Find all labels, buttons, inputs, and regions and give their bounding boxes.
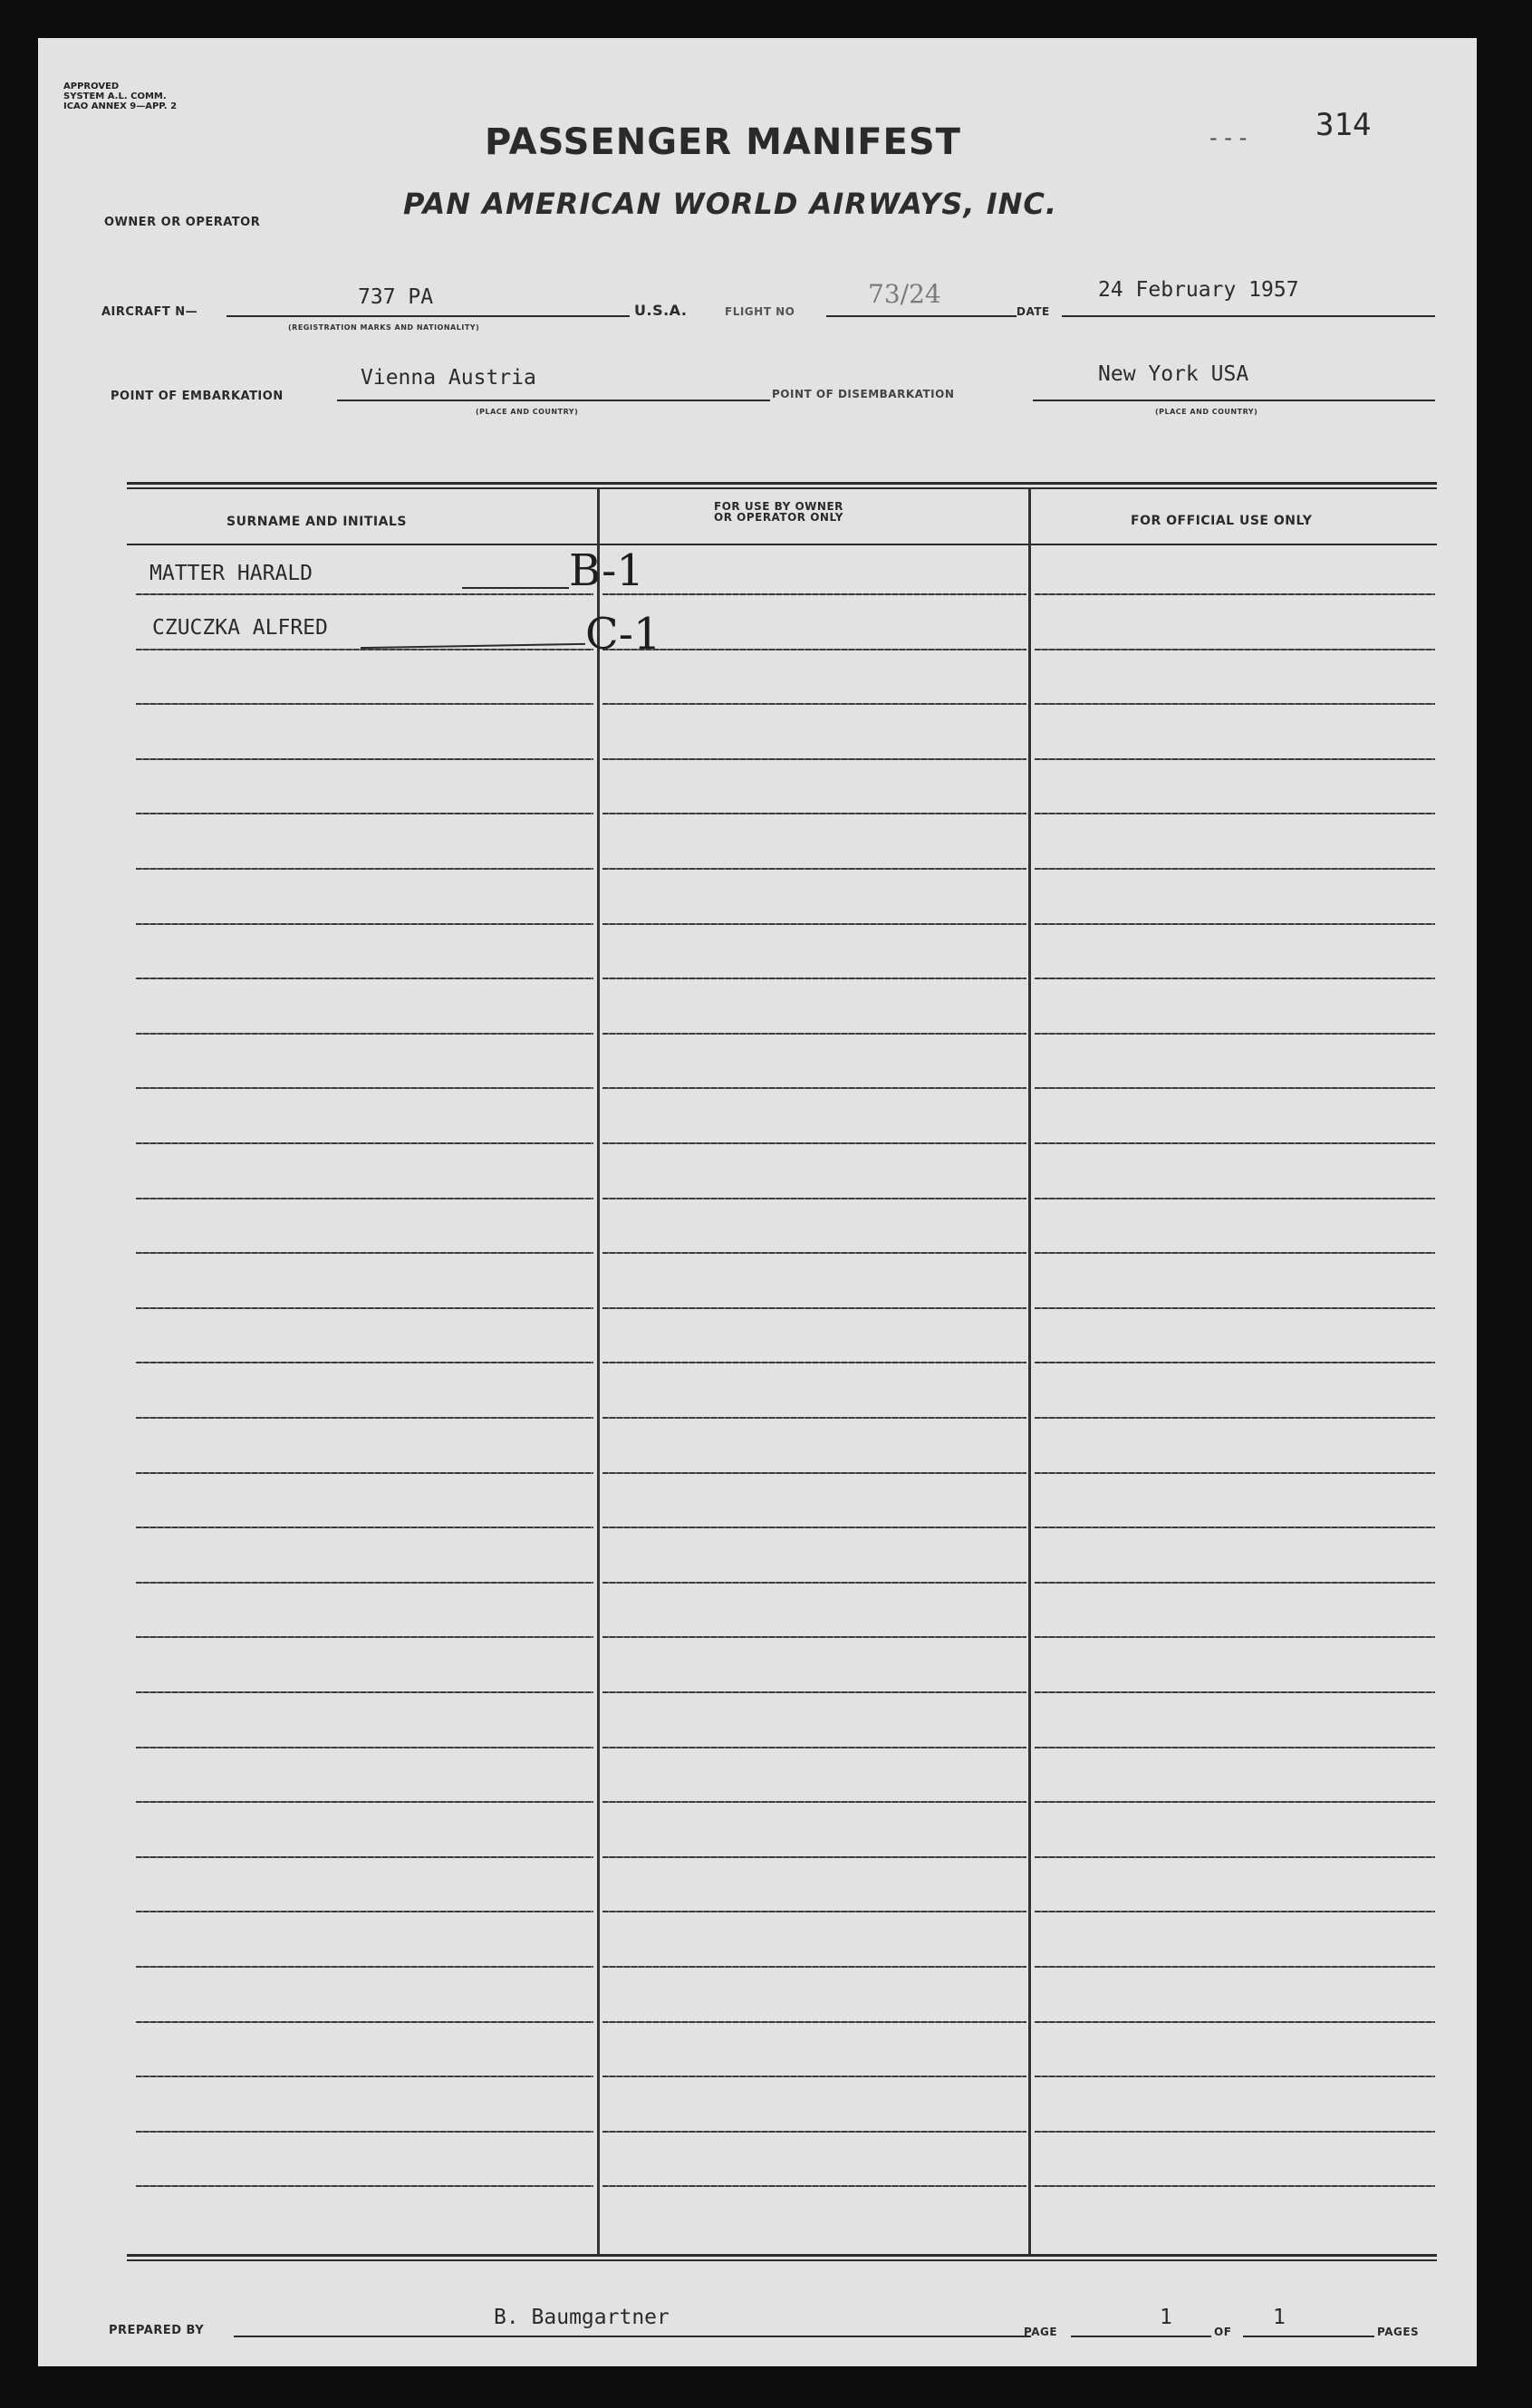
table-top-rule <box>127 482 1437 485</box>
column-divider-2 <box>1028 489 1031 2256</box>
ruled-line <box>602 1747 1026 1748</box>
ruled-line <box>602 1198 1026 1199</box>
aircraft-sublabel: (REGISTRATION MARKS AND NATIONALITY) <box>288 323 480 332</box>
ruled-line <box>136 1417 593 1419</box>
ruled-line <box>136 1142 593 1144</box>
disembark-label: POINT OF DISEMBARKATION <box>772 388 955 400</box>
flight-underline <box>826 315 1017 317</box>
ruled-line <box>1035 1417 1435 1419</box>
ruled-line <box>1035 1527 1435 1528</box>
ruled-line <box>602 868 1026 870</box>
page-underline <box>1071 2336 1211 2337</box>
prepared-value: B. Baumgartner <box>494 2306 670 2329</box>
ruled-line <box>1035 1087 1435 1089</box>
ruled-line <box>602 1636 1026 1638</box>
ruled-line <box>1035 813 1435 814</box>
date-value: 24 February 1957 <box>1098 278 1299 302</box>
flight-label: FLIGHT NO <box>725 305 795 318</box>
col-owner-header: FOR USE BY OWNER OR OPERATOR ONLY <box>714 500 843 524</box>
embark-underline <box>337 400 770 401</box>
ruled-line <box>602 758 1026 760</box>
ruled-line <box>1035 1252 1435 1254</box>
ruled-line <box>602 649 1026 650</box>
airline-name: PAN AMERICAN WORLD AIRWAYS, INC. <box>403 187 1058 221</box>
ruled-line <box>602 1087 1026 1089</box>
ruled-line <box>136 1801 593 1803</box>
manifest-page <box>38 38 1477 2366</box>
ruled-line <box>1035 1362 1435 1363</box>
ruled-line <box>136 1691 593 1693</box>
embark-value: Vienna Austria <box>361 366 536 390</box>
ruled-line <box>602 1801 1026 1803</box>
ruled-line <box>602 1527 1026 1528</box>
ruled-line <box>136 1362 593 1363</box>
ruled-line <box>602 1911 1026 1912</box>
col-official-header: FOR OFFICIAL USE ONLY <box>1131 514 1313 528</box>
ruled-line <box>136 2076 593 2077</box>
prepared-label: PREPARED BY <box>109 2324 205 2337</box>
ruled-line <box>602 703 1026 705</box>
ruled-line <box>602 2021 1026 2023</box>
ruled-line <box>602 2185 1026 2187</box>
ruled-line <box>602 923 1026 925</box>
embark-sublabel: (PLACE AND COUNTRY) <box>476 408 579 416</box>
ruled-line <box>1035 758 1435 760</box>
ruled-line <box>136 1966 593 1968</box>
of-value: 1 <box>1273 2306 1286 2329</box>
embark-label: POINT OF EMBARKATION <box>111 390 284 403</box>
prepared-underline <box>234 2336 1031 2337</box>
stamp-dashes: - - - <box>1209 125 1248 150</box>
ruled-line <box>1035 1747 1435 1748</box>
ruled-line <box>602 1856 1026 1858</box>
ruled-line <box>602 1252 1026 1254</box>
ruled-line <box>1035 703 1435 705</box>
ruled-line <box>136 1087 593 1089</box>
approval-note: APPROVED SYSTEM A.L. COMM. ICAO ANNEX 9—APP. 2 <box>63 82 178 111</box>
column-divider-1 <box>597 489 600 2256</box>
ruled-line <box>136 2131 593 2133</box>
passenger-mark-2: C-1 <box>585 609 661 660</box>
ruled-line <box>136 868 593 870</box>
ruled-line <box>602 1307 1026 1309</box>
page-value: 1 <box>1160 2306 1172 2329</box>
aircraft-underline <box>226 315 630 317</box>
ruled-line <box>1035 1636 1435 1638</box>
disembark-value: New York USA <box>1098 362 1249 386</box>
ruled-line <box>136 1856 593 1858</box>
ruled-line <box>136 1527 593 1528</box>
ruled-line <box>1035 1691 1435 1693</box>
owner-label: OWNER OR OPERATOR <box>104 216 261 229</box>
passenger-mark-1: B-1 <box>569 545 644 596</box>
disembark-sublabel: (PLACE AND COUNTRY) <box>1155 408 1258 416</box>
ruled-line <box>1035 2185 1435 2187</box>
ruled-line <box>602 1142 1026 1144</box>
table-bottom-rule-2 <box>127 2259 1437 2261</box>
disembark-underline <box>1033 400 1435 401</box>
ruled-line <box>1035 978 1435 979</box>
ruled-line <box>136 593 593 595</box>
ruled-line <box>136 1582 593 1584</box>
ruled-line <box>1035 868 1435 870</box>
ruled-line <box>136 758 593 760</box>
ruled-line <box>1035 1142 1435 1144</box>
ruled-line <box>136 1198 593 1199</box>
ruled-line <box>136 1472 593 1474</box>
flight-value: 73/24 <box>868 279 941 309</box>
page-stamp-number: 314 <box>1315 107 1372 143</box>
ruled-line <box>602 1033 1026 1035</box>
ruled-line <box>602 593 1026 595</box>
ruled-line <box>136 2185 593 2187</box>
ruled-line <box>602 1582 1026 1584</box>
ruled-line <box>1035 1472 1435 1474</box>
pages-label: PAGES <box>1377 2326 1420 2338</box>
ruled-line <box>1035 1198 1435 1199</box>
ruled-line <box>136 1033 593 1035</box>
ruled-line <box>136 703 593 705</box>
ruled-line <box>602 2076 1026 2077</box>
ruled-line <box>1035 1856 1435 1858</box>
passenger-name-2: CZUCZKA ALFRED <box>152 616 328 640</box>
ruled-line <box>1035 1966 1435 1968</box>
ruled-line <box>1035 649 1435 650</box>
ruled-line <box>1035 1582 1435 1584</box>
passenger-dash-1 <box>462 587 569 589</box>
ruled-line <box>136 1636 593 1638</box>
ruled-line <box>1035 2076 1435 2077</box>
ruled-line <box>602 978 1026 979</box>
ruled-line <box>136 978 593 979</box>
ruled-line <box>136 1911 593 1912</box>
ruled-line <box>136 1307 593 1309</box>
ruled-line <box>1035 593 1435 595</box>
date-label: DATE <box>1017 305 1050 318</box>
ruled-line <box>1035 1911 1435 1912</box>
ruled-line <box>1035 1801 1435 1803</box>
page-label: PAGE <box>1024 2326 1058 2338</box>
of-underline <box>1243 2336 1374 2337</box>
page-title: PASSENGER MANIFEST <box>485 121 961 163</box>
ruled-line <box>1035 1307 1435 1309</box>
ruled-line <box>602 2131 1026 2133</box>
header-bottom-rule <box>127 544 1437 545</box>
ruled-line <box>602 813 1026 814</box>
ruled-line <box>602 1362 1026 1363</box>
aircraft-label: AIRCRAFT N— <box>101 305 198 319</box>
ruled-line <box>1035 923 1435 925</box>
ruled-line <box>602 1472 1026 1474</box>
ruled-line <box>136 1747 593 1748</box>
ruled-line <box>136 923 593 925</box>
usa-label: U.S.A. <box>634 302 688 319</box>
date-underline <box>1062 315 1435 317</box>
ruled-line <box>1035 2021 1435 2023</box>
of-label: OF <box>1214 2326 1232 2338</box>
passenger-name-1: MATTER HARALD <box>149 562 313 585</box>
ruled-line <box>136 649 593 650</box>
ruled-line <box>602 1417 1026 1419</box>
ruled-line <box>136 813 593 814</box>
table-bottom-rule <box>127 2254 1437 2257</box>
table-top-rule-2 <box>127 487 1437 489</box>
ruled-line <box>602 1966 1026 1968</box>
ruled-line <box>136 2021 593 2023</box>
ruled-line <box>136 1252 593 1254</box>
aircraft-value: 737 PA <box>358 285 434 309</box>
ruled-line <box>602 1691 1026 1693</box>
ruled-line <box>1035 2131 1435 2133</box>
ruled-line <box>1035 1033 1435 1035</box>
col-surname-header: SURNAME AND INITIALS <box>226 515 407 529</box>
